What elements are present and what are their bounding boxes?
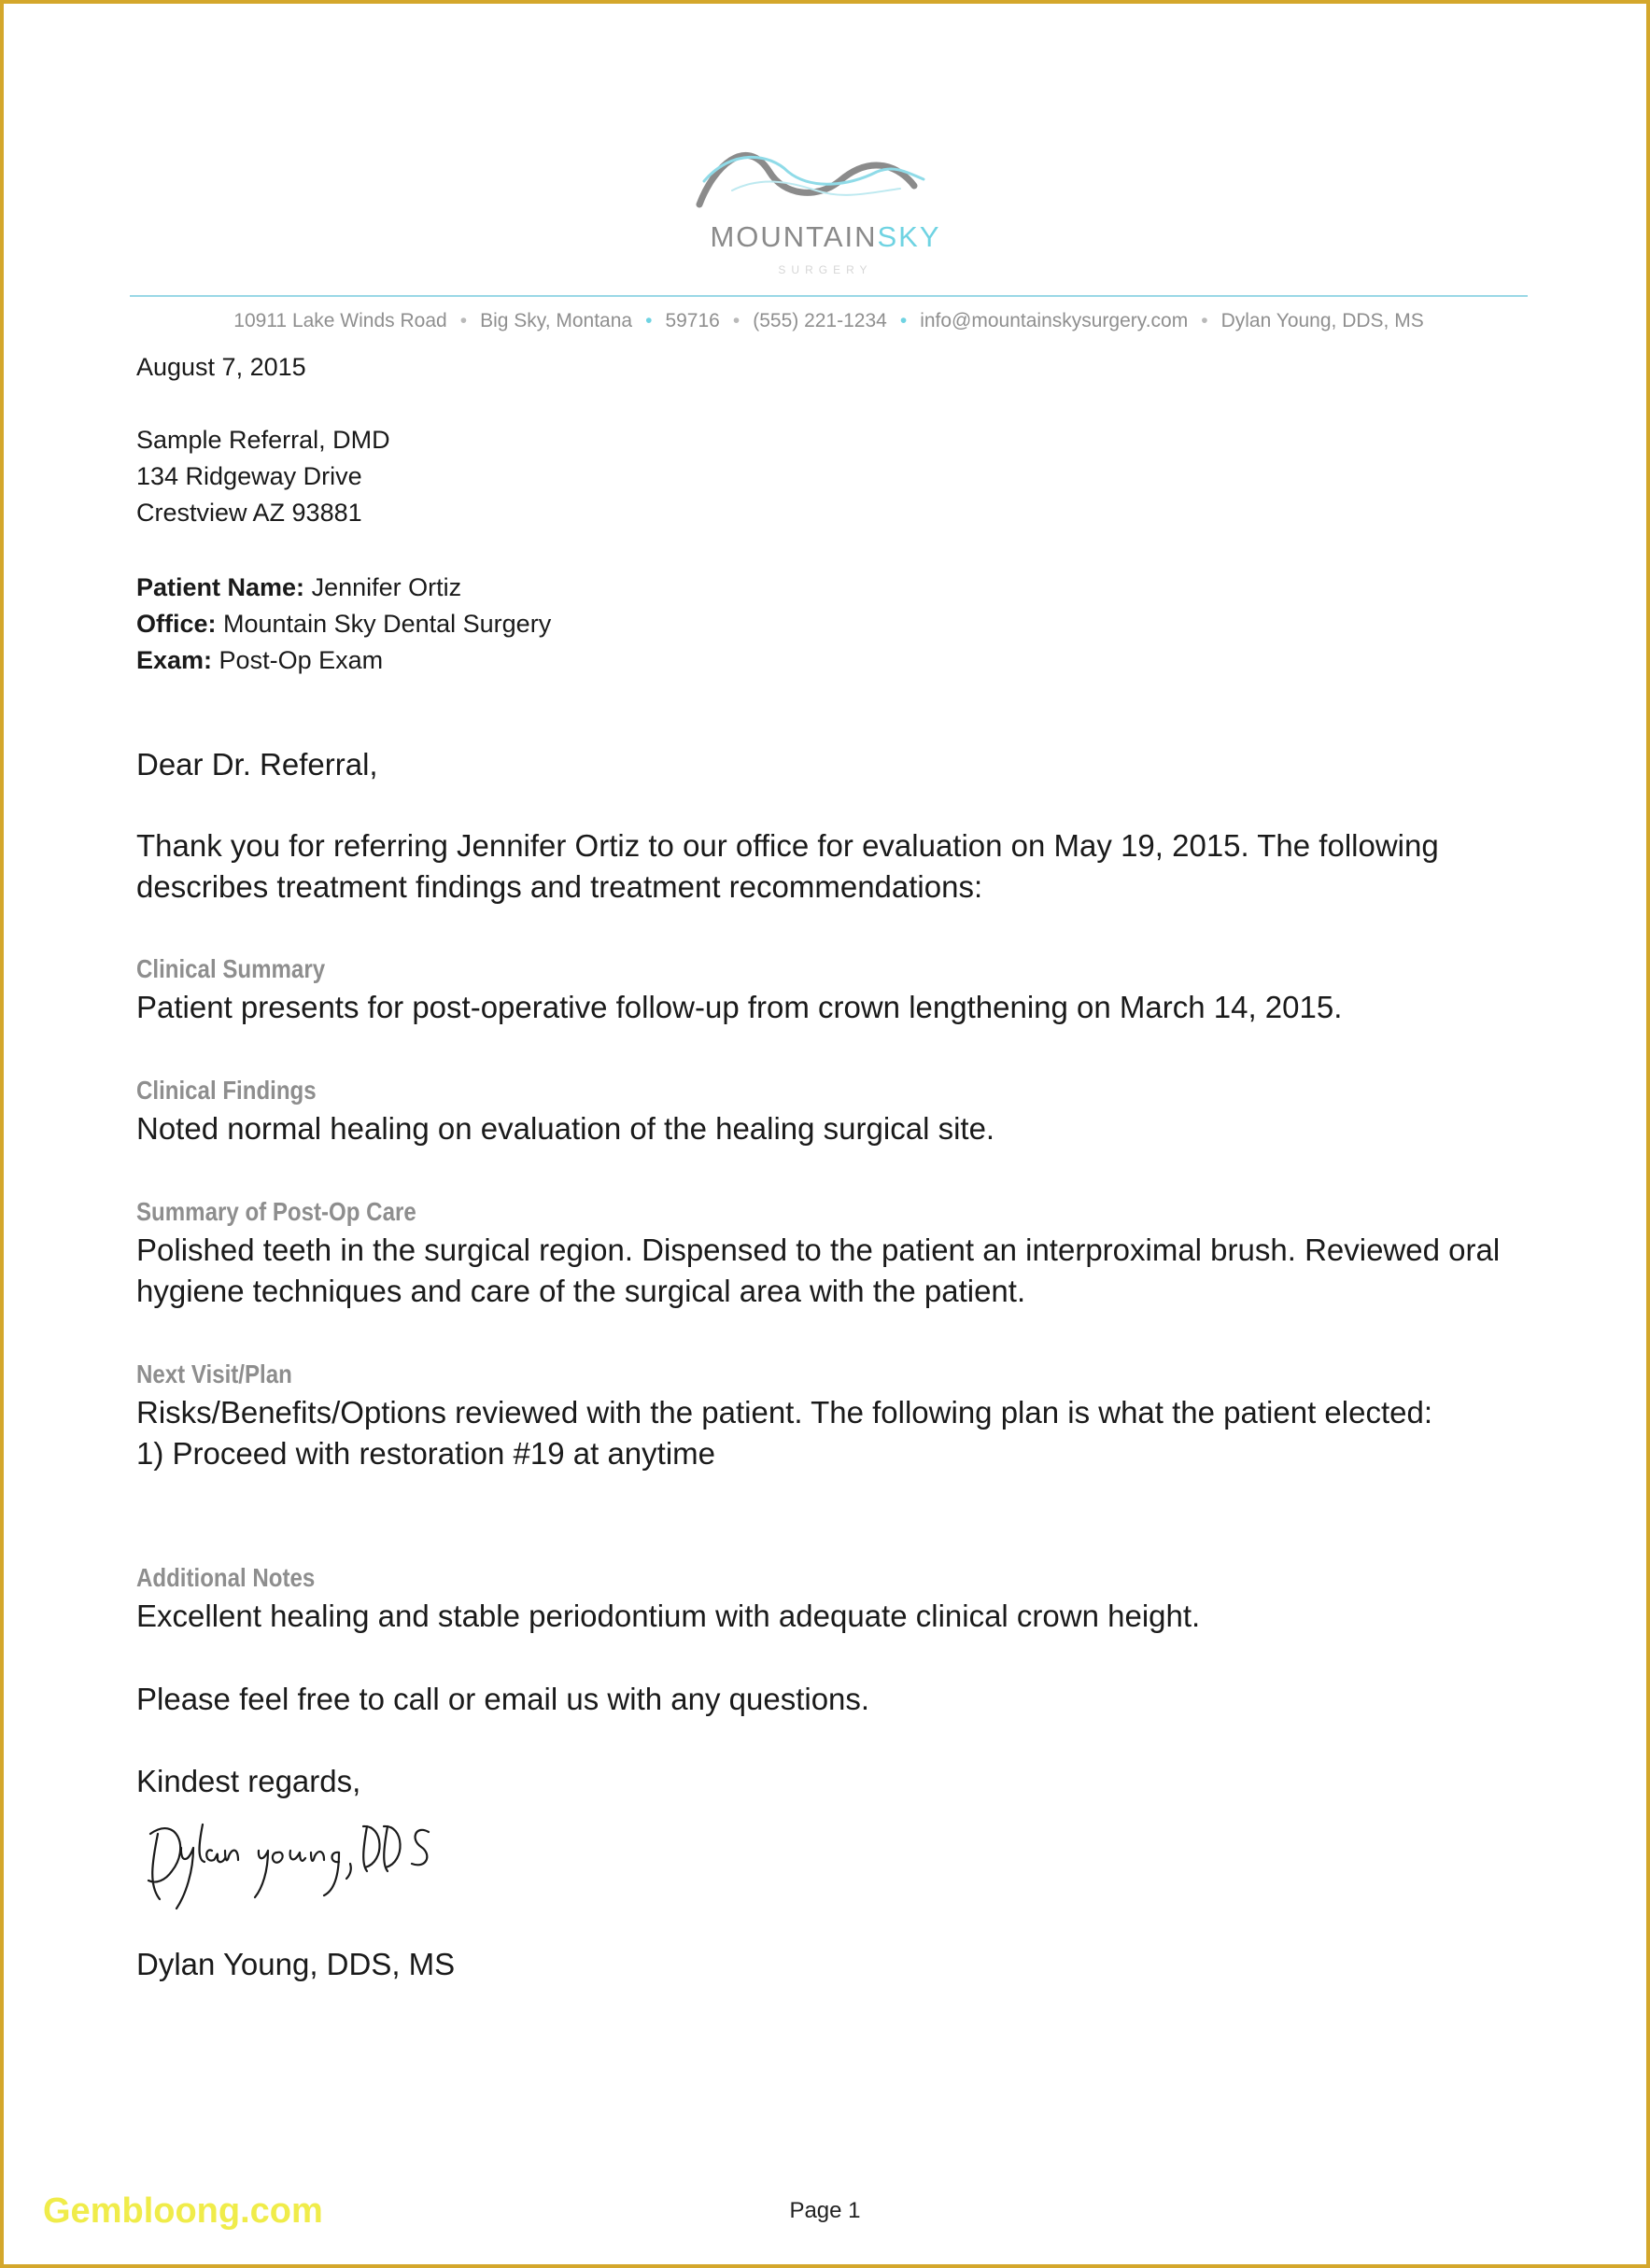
mountainsky-logo [657, 116, 994, 284]
section-text: Patient presents for post-operative follow-up from crown lengthening on March 14, 2015. [136, 990, 1343, 1024]
recipient-line: 134 Ridgeway Drive [136, 462, 362, 490]
contact-zip: 59716 [665, 310, 720, 331]
contact-address: 10911 Lake Winds Road [233, 310, 447, 331]
section-clinical-findings [136, 1073, 1537, 1149]
mountain-wave-icon [657, 116, 994, 218]
section-text: Polished teeth in the surgical region. Dispensed to the patient an interproximal brush. Reviewed oral [136, 1233, 1501, 1267]
patient-info [136, 570, 1537, 679]
section-clinical-summary [136, 951, 1537, 1028]
handwritten-signature [139, 1806, 475, 1918]
section-heading: Clinical Findings [136, 1076, 317, 1105]
separator-dot-icon: • [899, 310, 908, 331]
contact-line [130, 310, 1528, 332]
exam-row: Exam: Post-Op Exam [136, 646, 384, 674]
contact-email: info@mountainskysurgery.com [920, 310, 1189, 331]
header-rule [130, 295, 1528, 297]
separator-dot-icon: • [459, 310, 468, 331]
separator-dot-icon: • [732, 310, 740, 331]
section-text: Noted normal healing on evaluation of the healing surgical site. [136, 1111, 995, 1146]
watermark: Gembloong.com [43, 2191, 323, 2231]
salutation: Dear Dr. Referral, [136, 747, 378, 782]
contact-city: Big Sky, Montana [480, 310, 633, 331]
section-text: hygiene techniques and care of the surgical area with the patient. [136, 1274, 1026, 1308]
section-text: Risks/Benefits/Options reviewed with the patient. The following plan is what the patient elected: [136, 1395, 1432, 1430]
office-row: Office: Mountain Sky Dental Surgery [136, 610, 552, 638]
patient-name-row: Patient Name: Jennifer Ortiz [136, 573, 462, 601]
section-additional-notes [136, 1560, 1537, 1637]
recipient-line: Crestview AZ 93881 [136, 499, 362, 527]
page-number: Page 1 [789, 2198, 861, 2223]
section-heading: Summary of Post-Op Care [136, 1197, 416, 1226]
brand-name: MOUNTAINSKY [710, 220, 941, 253]
separator-dot-icon: • [645, 310, 653, 331]
section-heading: Clinical Summary [136, 954, 326, 983]
sign-off: Kindest regards, [136, 1764, 361, 1798]
recipient-address [136, 422, 1537, 531]
section-post-op-care [136, 1194, 1537, 1312]
letter-date: August 7, 2015 [136, 353, 306, 381]
signer-name: Dylan Young, DDS, MS [136, 1947, 456, 1981]
section-text: Excellent healing and stable periodontium with adequate clinical crown height. [136, 1599, 1201, 1633]
signature-image [139, 1806, 475, 1918]
intro-paragraph: Thank you for referring Jennifer Ortiz to our office for evaluation on May 19, 2015. The following describes treatment findings and treatment recommendations: [136, 828, 1439, 904]
section-heading: Next Visit/Plan [136, 1359, 292, 1388]
separator-dot-icon: • [1201, 310, 1208, 331]
section-text: 1) Proceed with restoration #19 at anytime [136, 1436, 715, 1471]
section-next-visit [136, 1357, 1537, 1474]
section-heading: Additional Notes [136, 1563, 316, 1592]
closing-note: Please feel free to call or email us with any questions. [136, 1682, 870, 1716]
contact-phone: (555) 221-1234 [753, 310, 887, 331]
brand-subtitle: SURGERY [778, 263, 873, 276]
recipient-line: Sample Referral, DMD [136, 426, 390, 454]
contact-doctor: Dylan Young, DDS, MS [1220, 310, 1424, 331]
